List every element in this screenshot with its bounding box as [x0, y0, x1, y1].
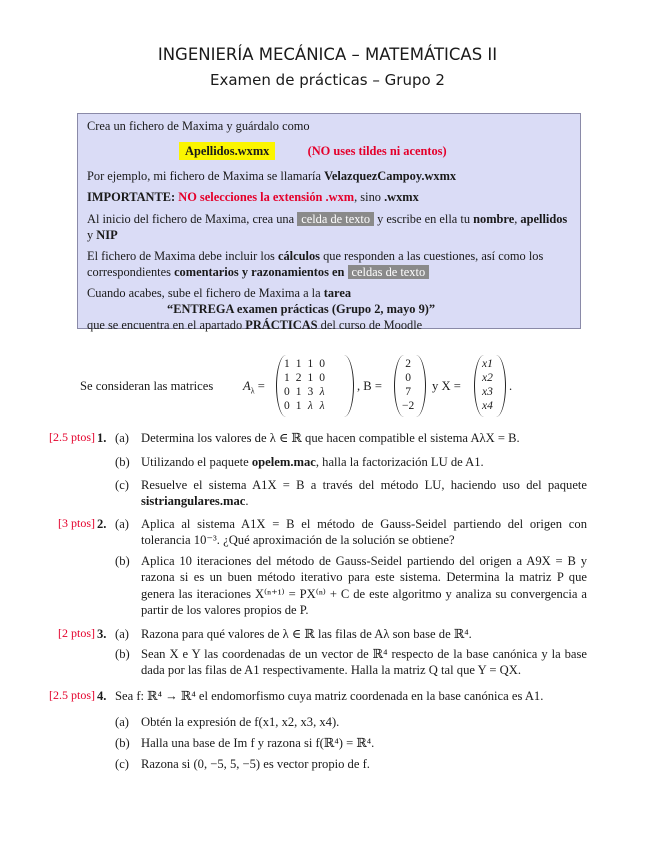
important-ext: .wxmx — [384, 190, 419, 205]
b-cell: 7 — [405, 386, 411, 398]
package-opelem: opelem.mac — [251, 455, 316, 469]
filename-highlight: Apellidos.wxmx — [179, 142, 275, 160]
a-cell: 1 — [295, 400, 302, 412]
a-cell: 1 — [307, 372, 314, 384]
b-cell: 2 — [405, 358, 411, 370]
example-filename: VelazquezCampoy.wxmx — [324, 169, 457, 184]
a-cell: 0 — [284, 400, 290, 412]
include-mid: que responden a las cuestiones, así como los correspondientes — [87, 248, 544, 279]
question-4-lead: Sea f: ℝ⁴ → ℝ⁴ el endomorfismo cuya matriz coordenada en la base canónica es A1. — [115, 689, 544, 703]
important-label: IMPORTANTE: — [87, 190, 176, 205]
a-cell: λ — [307, 400, 313, 412]
item-text-pre: Utilizando el paquete — [141, 455, 252, 469]
important-warning: NO selecciones la extensión .wxm — [178, 190, 355, 205]
instr-upload — [87, 285, 571, 301]
item-text: Aplica 10 iteraciones del método de Gauss-Seidel partiendo del origen a A9X = B y razona si es un buen método iterativo para este sistema. Determina la matriz P que genera las iteraciones X⁽ⁿ⁺¹⁾ = PX⁽ⁿ⁾ + C de este algoritmo y analiza su convergencia a partir de los valores propios de P. — [141, 554, 587, 618]
item-label: (a) — [115, 517, 129, 531]
tarea: tarea — [323, 286, 352, 300]
question-1-points: [2.5 ptos] — [49, 430, 95, 444]
matrix-a-subscript: λ — [250, 386, 255, 396]
item-text-post: . — [245, 494, 249, 509]
matrices-end: . — [509, 379, 513, 393]
a-cell: 0 — [284, 386, 290, 398]
comma: , — [514, 211, 518, 226]
a-cell: λ — [319, 386, 325, 398]
calculos: cálculos — [277, 248, 320, 263]
practicas: PRÁCTICAS — [245, 318, 318, 333]
a-cell: 1 — [284, 372, 290, 384]
question-3-points: [2 ptos] — [58, 626, 95, 640]
matrices-intro: Se consideran las matrices — [80, 379, 214, 393]
instructions-box — [77, 113, 581, 333]
instr-example — [87, 168, 571, 184]
a-cell: 1 — [284, 358, 290, 370]
a-cell: 1 — [295, 386, 302, 398]
question-4-points: [2.5 ptos] — [49, 688, 95, 702]
item-label: (b) — [115, 554, 130, 568]
a-cell: 1 — [307, 358, 314, 370]
item-label: (c) — [115, 757, 129, 771]
item-label: (a) — [115, 431, 129, 445]
item-label: (b) — [115, 455, 130, 469]
question-2-points: [3 ptos] — [58, 516, 95, 530]
nip: NIP — [96, 227, 118, 242]
a-cell: 2 — [295, 372, 302, 384]
x-cell: x1 — [482, 358, 493, 370]
b-cell: 0 — [405, 372, 411, 384]
item-text: Sean X e Y las coordenadas de un vector de ℝ⁴ respecto de la base canónica y la base dada por las filas de A1 respectivamente. Halla la matriz Q tal que Y = QX. — [141, 647, 587, 678]
question-2-number: 2. — [97, 517, 107, 531]
exam-subtitle: Examen de prácticas – Grupo 2 — [210, 71, 445, 89]
item-text-pre: Resuelve el sistema A1X = B a través del método LU, haciendo uso del paquete — [141, 478, 587, 492]
instr-section — [87, 317, 571, 333]
item-label: (c) — [115, 478, 129, 492]
item-label: (a) — [115, 715, 129, 729]
no-tildes-warning: (NO uses tildes ni acentos) — [307, 144, 447, 159]
item-text: Razona para qué valores de λ ∈ ℝ las filas de Aλ son base de ℝ⁴. — [141, 627, 472, 641]
instr-start — [87, 211, 571, 243]
matrix-x-table — [479, 357, 496, 413]
text-cell-highlight: celda de texto — [297, 212, 374, 226]
matrix-a — [276, 355, 354, 417]
text-cells-highlight: celdas de texto — [348, 265, 430, 279]
question-4-number: 4. — [97, 689, 107, 703]
example-prefix: Por ejemplo, mi fichero de Maxima se llamaría — [87, 169, 325, 184]
instr-line-1: Crea un fichero de Maxima y guárdalo como — [87, 119, 310, 133]
comentarios: comentarios y razonamientos en — [174, 264, 345, 279]
a-cell: 1 — [295, 358, 302, 370]
y-word: y — [87, 227, 97, 242]
matrices-definition — [80, 355, 600, 417]
matrix-b-table — [399, 357, 417, 413]
matrix-a-letter: A — [243, 379, 251, 393]
item-text — [141, 454, 587, 470]
package-sistriangulares: sistriangulares.mac — [141, 494, 246, 509]
item-text — [141, 477, 587, 510]
exam-title: INGENIERÍA MECÁNICA – MATEMÁTICAS II — [157, 45, 498, 64]
section-prefix: que se encuentra en el apartado — [87, 318, 246, 333]
item-text: Determina los valores de λ ∈ ℝ que hacen compatible el sistema AλX = B. — [141, 431, 520, 445]
instr-important — [87, 189, 571, 205]
question-3-number: 3. — [97, 627, 107, 641]
x-cell: x3 — [482, 386, 493, 398]
a-cell: 3 — [307, 386, 314, 398]
matrix-b-label: , B = — [357, 379, 382, 393]
start-mid: y escribe en ella tu — [374, 211, 474, 226]
x-cell: x4 — [482, 400, 493, 412]
item-text: Obtén la expresión de f(x1, x2, x3, x4). — [141, 715, 340, 729]
important-mid: , sino — [354, 190, 385, 205]
upload-prefix: Cuando acabes, sube el fichero de Maxima a la — [87, 286, 324, 300]
matrix-a-label: $A_\lambda$ = — [243, 379, 265, 396]
question-1-number: 1. — [97, 431, 107, 445]
b-cell: −2 — [402, 400, 415, 412]
item-text: Halla una base de Im f y razona si f(ℝ⁴) = ℝ⁴. — [141, 736, 375, 750]
include-prefix: El fichero de Maxima debe incluir los — [87, 248, 278, 263]
section-suffix: del curso de Moodle — [317, 318, 423, 333]
item-label: (a) — [115, 627, 129, 641]
item-text-post: , halla la factorización LU de A1. — [315, 455, 484, 469]
matrix-b — [394, 355, 426, 417]
a-cell: 0 — [319, 372, 325, 384]
matrix-x — [474, 355, 506, 417]
item-label: (b) — [115, 736, 130, 750]
x-cell: x2 — [482, 372, 493, 384]
nombre: nombre — [473, 211, 515, 226]
item-label: (b) — [115, 647, 130, 661]
start-prefix: Al inicio del fichero de Maxima, crea una — [87, 211, 298, 226]
apellidos: apellidos — [520, 211, 568, 226]
a-cell: λ — [319, 400, 325, 412]
item-text: Razona si (0, −5, 5, −5) es vector propio de f. — [141, 757, 370, 771]
matrix-a-table — [281, 357, 328, 413]
a-cell: 0 — [319, 358, 325, 370]
item-text: Aplica al sistema A1X = B el método de Gauss-Seidel partiendo del origen con tolerancia 10⁻³. ¿Qué aproximación de la solución se obtiene? — [141, 517, 587, 548]
entrega-title: “ENTREGA examen prácticas (Grupo 2, mayo 9)” — [167, 302, 436, 317]
instr-include — [87, 248, 571, 280]
matrix-x-label: y X = — [432, 379, 461, 393]
instr-filename-line — [87, 143, 571, 159]
